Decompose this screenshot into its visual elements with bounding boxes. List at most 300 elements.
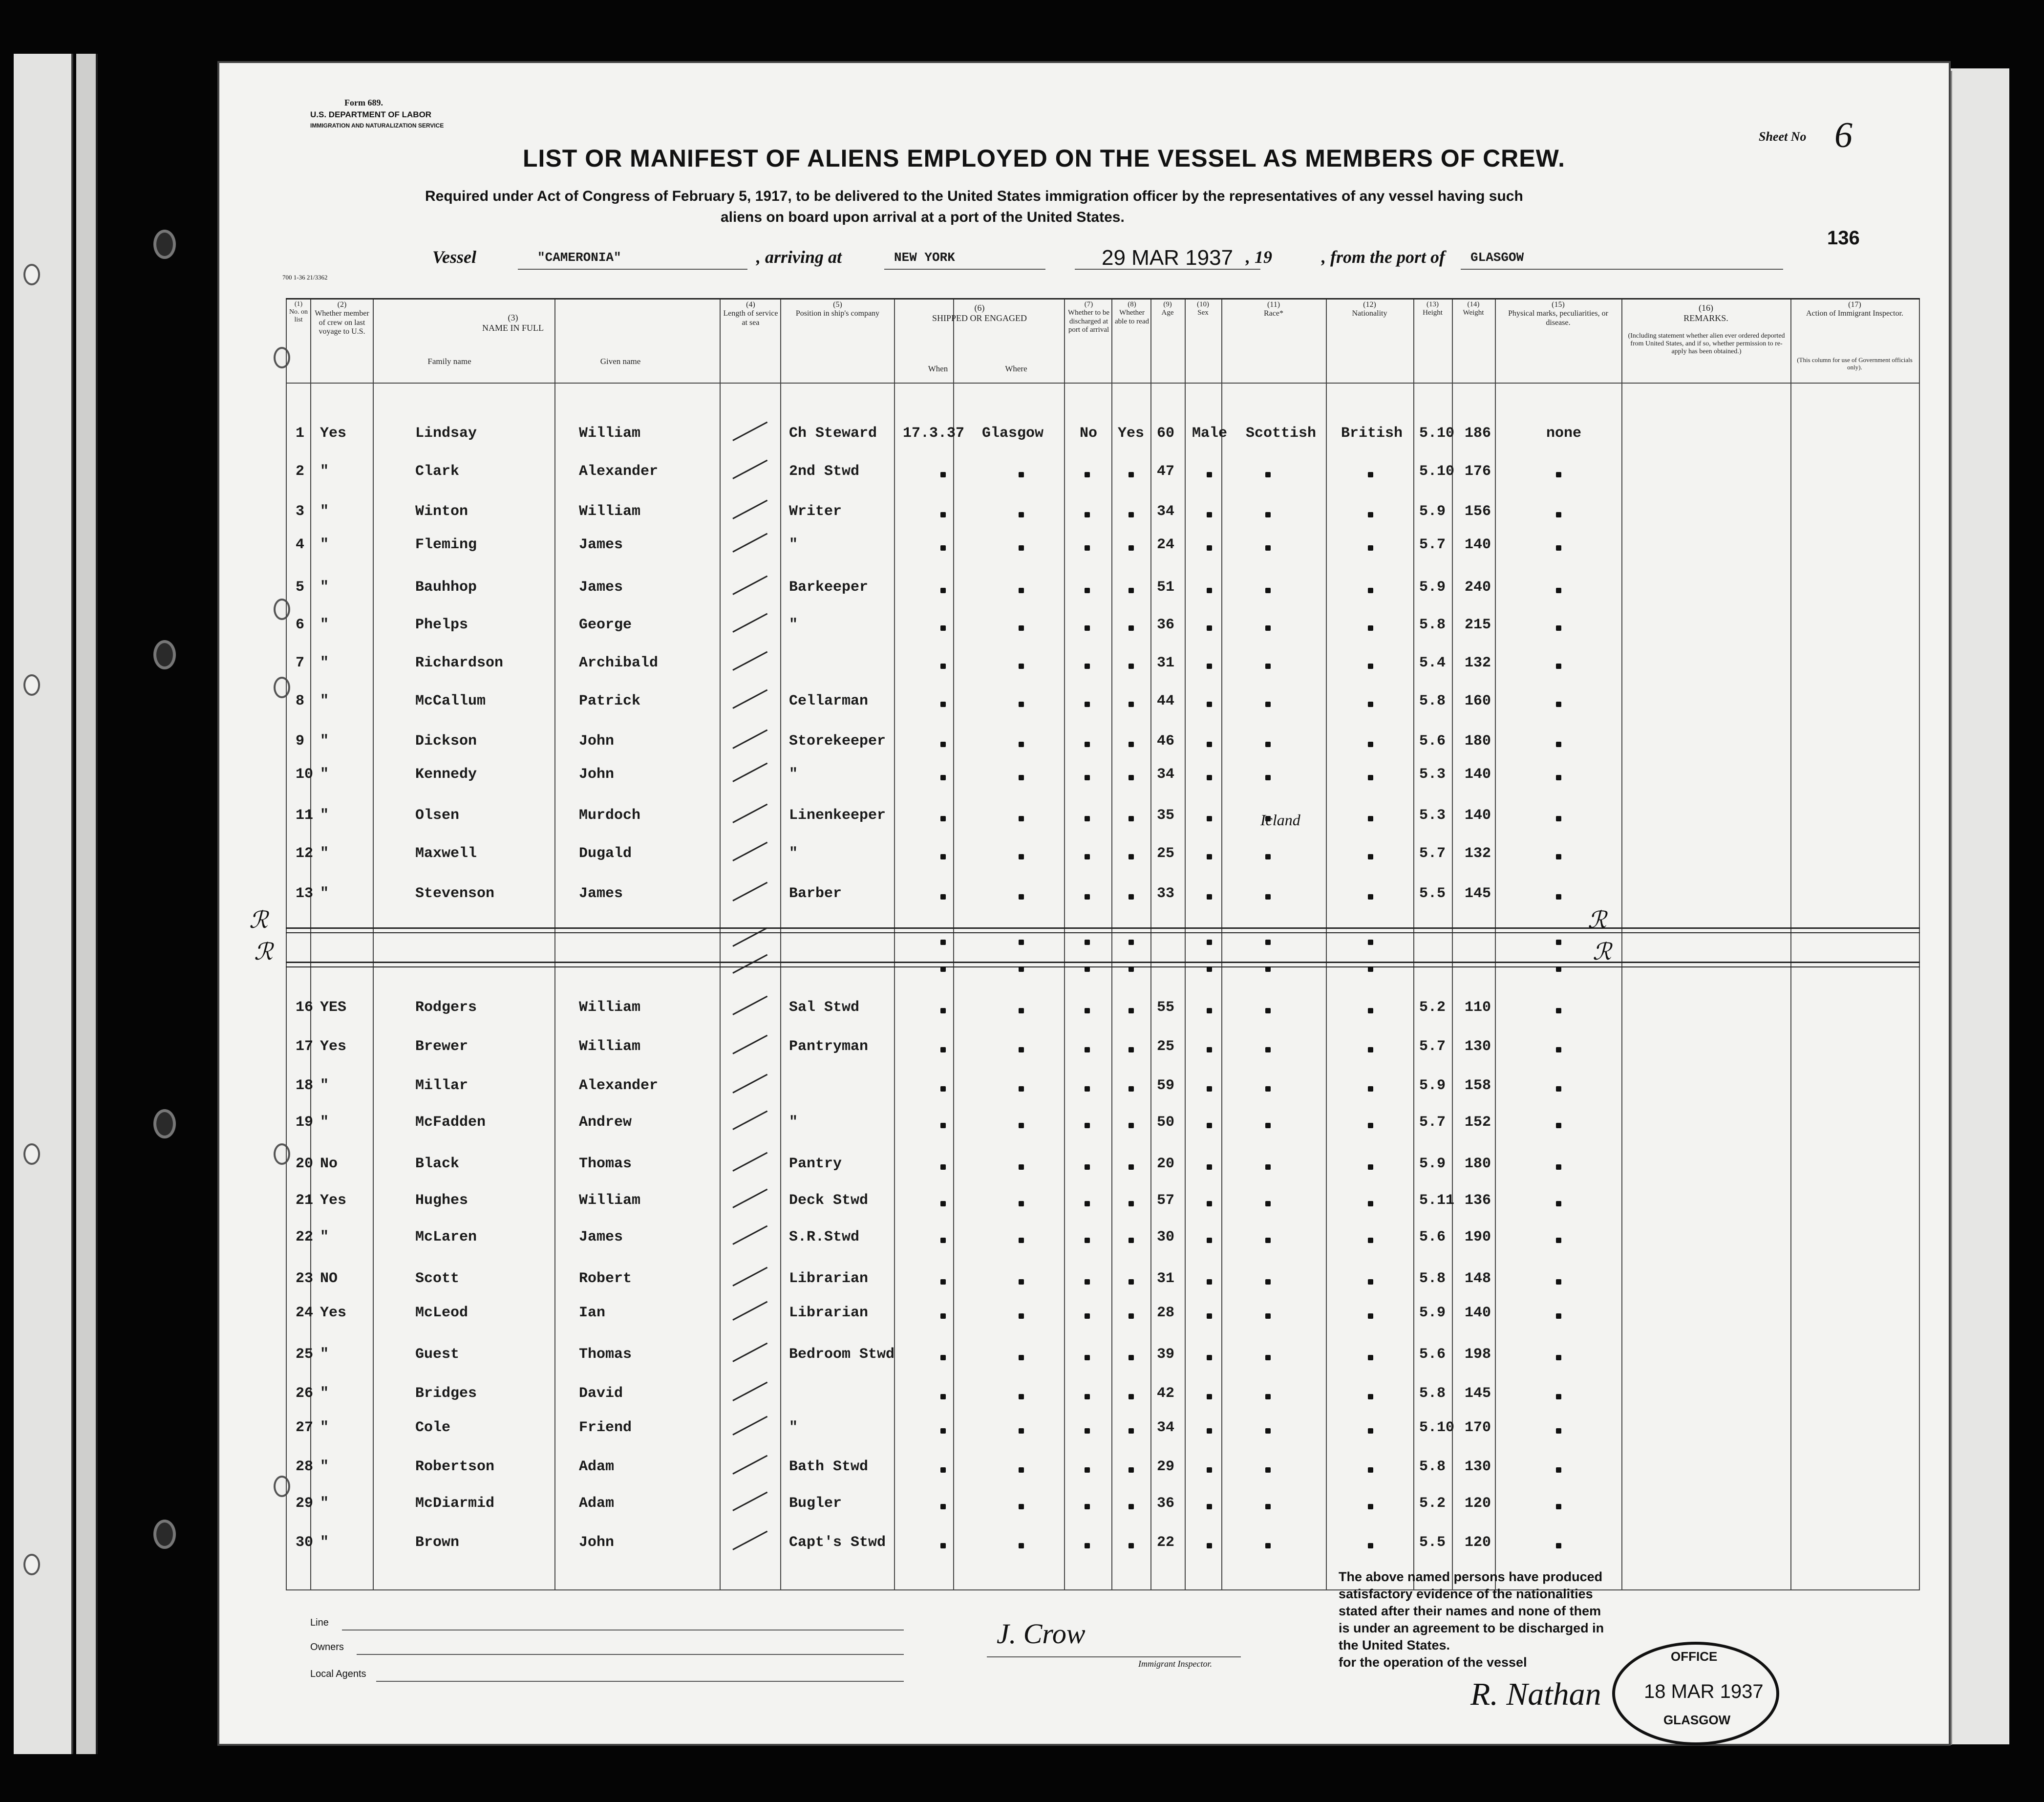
column-label: SHIPPED OR ENGAGED [932, 313, 1027, 323]
ditto-mark [1085, 966, 1090, 972]
ditto-mark [1207, 1201, 1212, 1206]
cell-age: 22 [1157, 1534, 1175, 1551]
cell-position: " [789, 617, 798, 633]
ditto-mark [1368, 854, 1373, 859]
cell-given: John [579, 766, 615, 783]
ditto-mark [1265, 1164, 1271, 1170]
cell-given: William [579, 425, 641, 442]
cell-age: 29 [1157, 1459, 1175, 1475]
cell-no: 10 [296, 766, 314, 783]
cell-no: 29 [296, 1495, 314, 1512]
ditto-mark [1556, 775, 1561, 780]
ditto-mark [1368, 1279, 1373, 1285]
ditto-mark [1128, 588, 1134, 593]
ditto-mark [940, 742, 946, 747]
column-number: (7) [1084, 300, 1093, 308]
cell-prev: " [320, 845, 329, 862]
column-label: REMARKS. [1683, 313, 1728, 323]
column-number: (15) [1552, 300, 1565, 309]
cell-position: Writer [789, 503, 842, 520]
ditto-mark [940, 966, 946, 972]
cell-prev: " [320, 655, 329, 671]
ditto-mark [1207, 966, 1212, 972]
ditto-mark [1128, 1543, 1134, 1548]
cell-no: 6 [296, 617, 305, 633]
ditto-mark [1368, 1164, 1373, 1170]
cell-no: 18 [296, 1077, 314, 1094]
ditto-mark [1207, 1428, 1212, 1434]
ditto-mark [1128, 664, 1134, 669]
ditto-mark [1128, 1047, 1134, 1052]
cell-weight: 186 [1465, 425, 1491, 442]
cell-height: 5.9 [1419, 1156, 1446, 1172]
ditto-mark [1556, 1313, 1561, 1319]
cell-prev: " [320, 1495, 329, 1512]
cell-prev: " [320, 503, 329, 520]
year-label: , 19 [1246, 247, 1272, 267]
column-number: (4) [746, 300, 755, 309]
cell-prev: " [320, 1077, 329, 1094]
cell-age: 50 [1157, 1114, 1175, 1131]
cell-weight: 110 [1465, 999, 1491, 1016]
cell-prev: " [320, 463, 329, 480]
ditto-mark [1207, 742, 1212, 747]
ditto-mark [1368, 1086, 1373, 1092]
ditto-mark [1019, 1543, 1024, 1548]
ditto-mark [1085, 1279, 1090, 1285]
column-label: Height [1423, 309, 1443, 317]
cell-no: 19 [296, 1114, 314, 1131]
ditto-mark [1207, 1355, 1212, 1360]
cell-weight: 148 [1465, 1270, 1491, 1287]
cell-height: 5.7 [1419, 845, 1446, 862]
cell-given: William [579, 999, 641, 1016]
cell-position: Cellarman [789, 693, 869, 709]
ditto-mark [1265, 1279, 1271, 1285]
ditto-mark [1128, 940, 1134, 945]
column-header [1326, 300, 1413, 319]
ditto-mark [940, 1047, 946, 1052]
ditto-mark [940, 472, 946, 477]
cell-given: James [579, 536, 623, 553]
cell-prev: " [320, 885, 329, 902]
ditto-mark [1265, 472, 1271, 477]
ditto-mark [1207, 816, 1212, 821]
ditto-mark [940, 1279, 946, 1285]
ditto-mark [1019, 625, 1024, 631]
ditto-mark [1019, 1313, 1024, 1319]
ditto-mark [1556, 664, 1561, 669]
ditto-mark [1556, 940, 1561, 945]
ditto-mark [1128, 545, 1134, 551]
underlying-page-edge [1949, 68, 2009, 1744]
ditto-mark [940, 512, 946, 517]
ditto-mark [1556, 742, 1561, 747]
ditto-mark [1556, 816, 1561, 821]
column-number: (14) [1467, 300, 1480, 308]
column-label: Given name [600, 357, 641, 366]
line-label: Line [310, 1617, 329, 1628]
cell-family: Bridges [415, 1385, 477, 1402]
cell-position: S.R.Stwd [789, 1229, 860, 1245]
column-label: Race* [1264, 309, 1283, 318]
cell-position: Librarian [789, 1305, 869, 1321]
cell-family: Black [415, 1156, 460, 1172]
cell-family: Millar [415, 1077, 468, 1094]
department-name: U.S. DEPARTMENT OF LABOR [310, 110, 432, 119]
cell-prev: " [320, 693, 329, 709]
cell-family: Lindsay [415, 425, 477, 442]
cell-prev: " [320, 617, 329, 633]
ditto-mark [1556, 1504, 1561, 1509]
cell-family: Bauhhop [415, 579, 477, 596]
ditto-mark [1556, 1394, 1561, 1399]
ditto-mark [1556, 512, 1561, 517]
cell-given: John [579, 733, 615, 750]
cell-family: Brewer [415, 1038, 468, 1055]
cell-height: 5.8 [1419, 1459, 1446, 1475]
ditto-mark [1019, 1279, 1024, 1285]
cell-position: Storekeeper [789, 733, 886, 750]
ditto-mark [1085, 588, 1090, 593]
ditto-mark [1265, 1467, 1271, 1473]
race-annotation: Icland [1260, 811, 1300, 829]
cell-height: 5.10 [1419, 425, 1455, 442]
column-label: No. on list [289, 308, 308, 324]
ditto-mark [1085, 664, 1090, 669]
ditto-mark [1207, 1279, 1212, 1285]
cell-marks: none [1546, 425, 1582, 442]
ditto-mark [1207, 702, 1212, 707]
cell-prev: " [320, 579, 329, 596]
cell-prev: " [320, 766, 329, 783]
owners-field [357, 1654, 904, 1655]
ditto-mark [1207, 1047, 1212, 1052]
port-underline [884, 269, 1045, 270]
ditto-mark [1265, 742, 1271, 747]
cell-age: 25 [1157, 845, 1175, 862]
cell-race: Scottish [1246, 425, 1317, 442]
cell-age: 31 [1157, 655, 1175, 671]
sheet-number: 6 [1834, 115, 1852, 155]
ditto-mark [1128, 1504, 1134, 1509]
ditto-mark [1085, 702, 1090, 707]
cell-position: 2nd Stwd [789, 463, 860, 480]
cell-no: 8 [296, 693, 305, 709]
ditto-mark [1207, 664, 1212, 669]
cell-height: 5.11 [1419, 1192, 1455, 1209]
ditto-mark [1128, 702, 1134, 707]
cell-height: 5.6 [1419, 1229, 1446, 1245]
cell-prev: Yes [320, 1038, 347, 1055]
ditto-mark [1368, 545, 1373, 551]
column-label: Length of service at sea [723, 309, 778, 327]
cell-weight: 180 [1465, 733, 1491, 750]
cell-prev: " [320, 1346, 329, 1363]
cell-age: 42 [1157, 1385, 1175, 1402]
ditto-mark [1368, 816, 1373, 821]
statement-line-3: stated after their names and none of them [1339, 1604, 1601, 1618]
cell-family: Olsen [415, 807, 460, 824]
ditto-mark [1368, 1504, 1373, 1509]
page-title: LIST OR MANIFEST OF ALIENS EMPLOYED ON THE VESSEL AS MEMBERS OF CREW. [523, 145, 1565, 172]
cell-age: 51 [1157, 579, 1175, 596]
cell-weight: 140 [1465, 807, 1491, 824]
ditto-mark [1128, 1428, 1134, 1434]
binder-hole [153, 1109, 176, 1138]
ditto-mark [1265, 588, 1271, 593]
from-underline [1461, 269, 1783, 270]
ditto-mark [1265, 664, 1271, 669]
ditto-mark [1556, 1086, 1561, 1092]
ditto-mark [1368, 702, 1373, 707]
page-number: 136 [1827, 227, 1860, 249]
cell-family: Rodgers [415, 999, 477, 1016]
cell-position: Sal Stwd [789, 999, 860, 1016]
ditto-mark [1368, 940, 1373, 945]
ditto-mark [1019, 1086, 1024, 1092]
ditto-mark [1019, 1123, 1024, 1128]
cell-no: 1 [296, 425, 305, 442]
cell-weight: 140 [1465, 1305, 1491, 1321]
date-underline [1075, 269, 1260, 270]
ditto-mark [1085, 512, 1090, 517]
cell-age: 20 [1157, 1156, 1175, 1172]
cell-height: 5.2 [1419, 1495, 1446, 1512]
cell-height: 5.8 [1419, 1385, 1446, 1402]
ditto-mark [1207, 1543, 1212, 1548]
cell-no: 23 [296, 1270, 314, 1287]
column-number: (6) [974, 303, 985, 313]
ditto-mark [1019, 1394, 1024, 1399]
ditto-mark [1556, 1123, 1561, 1128]
cell-weight: 132 [1465, 655, 1491, 671]
cell-height: 5.5 [1419, 885, 1446, 902]
cell-given: Andrew [579, 1114, 632, 1131]
ditto-mark [1085, 775, 1090, 780]
cell-weight: 136 [1465, 1192, 1491, 1209]
ditto-mark [1556, 966, 1561, 972]
ditto-mark [1207, 854, 1212, 859]
cell-age: 34 [1157, 503, 1175, 520]
vessel-name: "CAMERONIA" [537, 250, 621, 265]
cell-given: Robert [579, 1270, 632, 1287]
cell-no: 7 [296, 655, 305, 671]
column-label: Sex [1197, 309, 1209, 317]
arriving-label: , arriving at [756, 247, 842, 267]
cell-height: 5.10 [1419, 1419, 1455, 1436]
cell-height: 5.9 [1419, 1305, 1446, 1321]
ditto-mark [1019, 664, 1024, 669]
cell-prev: Yes [320, 1192, 347, 1209]
column-number: (12) [1363, 300, 1376, 309]
cell-age: 34 [1157, 1419, 1175, 1436]
ditto-mark [1019, 702, 1024, 707]
cell-position: Bedroom Stwd [789, 1346, 895, 1363]
ditto-mark [1265, 545, 1271, 551]
ditto-mark [1128, 1201, 1134, 1206]
cell-disch: No [1080, 425, 1098, 442]
column-header [721, 300, 781, 327]
ditto-mark [1207, 1123, 1212, 1128]
ditto-mark [940, 854, 946, 859]
ditto-mark [1128, 1394, 1134, 1399]
column-header [781, 300, 894, 319]
cell-age: 25 [1157, 1038, 1175, 1055]
ditto-mark [1556, 545, 1561, 551]
column-header [464, 313, 562, 333]
ditto-mark [1265, 1238, 1271, 1243]
form-number: Form 689. [344, 98, 383, 107]
cancel-mark-left-top: ℛ [249, 907, 268, 933]
column-label: Action of Immigrant Inspector. [1806, 309, 1904, 318]
ditto-mark [1207, 1086, 1212, 1092]
cell-weight: 132 [1465, 845, 1491, 862]
service-name: IMMIGRATION AND NATURALIZATION SERVICE [310, 122, 444, 129]
cell-prev: " [320, 1385, 329, 1402]
column-header [1621, 303, 1790, 323]
ditto-mark [1019, 816, 1024, 821]
ditto-mark [1207, 1467, 1212, 1473]
strip-hole [23, 1143, 40, 1165]
ditto-mark [1368, 894, 1373, 900]
ditto-mark [940, 1164, 946, 1170]
cell-no: 11 [296, 807, 314, 824]
ditto-mark [1556, 1543, 1561, 1548]
arrival-date-stamp: 29 MAR 1937 [1102, 246, 1234, 270]
cell-family: McLaren [415, 1229, 477, 1245]
ditto-mark [1085, 545, 1090, 551]
arriving-port: NEW YORK [894, 250, 955, 265]
ditto-mark [1128, 1086, 1134, 1092]
cell-position: Librarian [789, 1270, 869, 1287]
ditto-mark [1265, 1086, 1271, 1092]
ditto-mark [1265, 775, 1271, 780]
cell-read: Yes [1118, 425, 1145, 442]
cell-age: 35 [1157, 807, 1175, 824]
column-header [1185, 300, 1221, 318]
column-header [909, 364, 967, 374]
ditto-mark [1207, 1313, 1212, 1319]
ditto-mark [1085, 1543, 1090, 1548]
cell-position: " [789, 845, 798, 862]
column-header [405, 357, 493, 366]
cell-no: 25 [296, 1346, 314, 1363]
ditto-mark [1368, 1238, 1373, 1243]
ditto-mark [940, 1008, 946, 1013]
cell-weight: 158 [1465, 1077, 1491, 1094]
column-number: (5) [833, 300, 842, 309]
cell-weight: 145 [1465, 1385, 1491, 1402]
ditto-mark [1085, 1394, 1090, 1399]
cell-age: 55 [1157, 999, 1175, 1016]
cell-family: Robertson [415, 1459, 495, 1475]
ditto-mark [940, 664, 946, 669]
ditto-mark [1265, 854, 1271, 859]
cell-age: 39 [1157, 1346, 1175, 1363]
cell-given: Thomas [579, 1156, 632, 1172]
stamp-bottom-text: GLASGOW [1663, 1713, 1731, 1727]
cell-family: McCallum [415, 693, 486, 709]
column-label: Nationality [1352, 309, 1387, 318]
ditto-mark [1207, 472, 1212, 477]
ditto-mark [1085, 742, 1090, 747]
ditto-mark [1085, 894, 1090, 900]
column-number: (3) [508, 313, 518, 322]
cell-prev: " [320, 1114, 329, 1131]
ditto-mark [940, 816, 946, 821]
ditto-mark [1128, 1123, 1134, 1128]
cell-family: Cole [415, 1419, 451, 1436]
ditto-mark [940, 1467, 946, 1473]
cell-no: 20 [296, 1156, 314, 1172]
inspector-signature-line [987, 1656, 1241, 1657]
ditto-mark [1019, 1428, 1024, 1434]
cell-prev: Yes [320, 1305, 347, 1321]
subtitle-line-1: Required under Act of Congress of February 5, 1917, to be delivered to the United States immigration officer by the representatives of any vessel having such [425, 188, 1523, 204]
ditto-mark [1368, 1047, 1373, 1052]
cell-height: 5.6 [1419, 1346, 1446, 1363]
ditto-mark [1556, 1428, 1561, 1434]
cell-given: David [579, 1385, 623, 1402]
ditto-mark [1207, 1394, 1212, 1399]
ditto-mark [1128, 1164, 1134, 1170]
ditto-mark [1368, 1313, 1373, 1319]
column-number: (13) [1427, 300, 1439, 308]
ditto-mark [1265, 1123, 1271, 1128]
ditto-mark [1265, 1355, 1271, 1360]
ditto-mark [1128, 742, 1134, 747]
cell-position: " [789, 766, 798, 783]
ditto-mark [1128, 966, 1134, 972]
ditto-mark [940, 1238, 946, 1243]
ditto-mark [1556, 1279, 1561, 1285]
cell-prev: No [320, 1156, 338, 1172]
cell-weight: 215 [1465, 617, 1491, 633]
cell-no: 2 [296, 463, 305, 480]
cell-age: 46 [1157, 733, 1175, 750]
cell-family: Winton [415, 503, 468, 520]
cell-nat: British [1341, 425, 1403, 442]
column-header [1452, 300, 1495, 318]
cell-prev: " [320, 1534, 329, 1551]
ditto-mark [1128, 512, 1134, 517]
ditto-mark [940, 702, 946, 707]
owners-label: Owners [310, 1642, 344, 1652]
ditto-mark [1265, 512, 1271, 517]
cell-given: Friend [579, 1419, 632, 1436]
cell-no: 30 [296, 1534, 314, 1551]
ditto-mark [1128, 625, 1134, 631]
ditto-mark [1207, 1504, 1212, 1509]
ditto-mark [1556, 588, 1561, 593]
cell-age: 60 [1157, 425, 1175, 442]
column-number: (8) [1128, 300, 1136, 308]
cell-no: 3 [296, 503, 305, 520]
ditto-mark [1128, 1355, 1134, 1360]
ditto-mark [1207, 1164, 1212, 1170]
crew-manifest-table [286, 298, 1920, 1589]
cell-prev: " [320, 1459, 329, 1475]
cell-given: Dugald [579, 845, 632, 862]
ditto-mark [1368, 1123, 1373, 1128]
cell-family: Brown [415, 1534, 460, 1551]
cell-height: 5.8 [1419, 693, 1446, 709]
cell-weight: 145 [1465, 885, 1491, 902]
binder-hole [153, 230, 176, 259]
cell-family: Fleming [415, 536, 477, 553]
cell-height: 5.9 [1419, 579, 1446, 596]
